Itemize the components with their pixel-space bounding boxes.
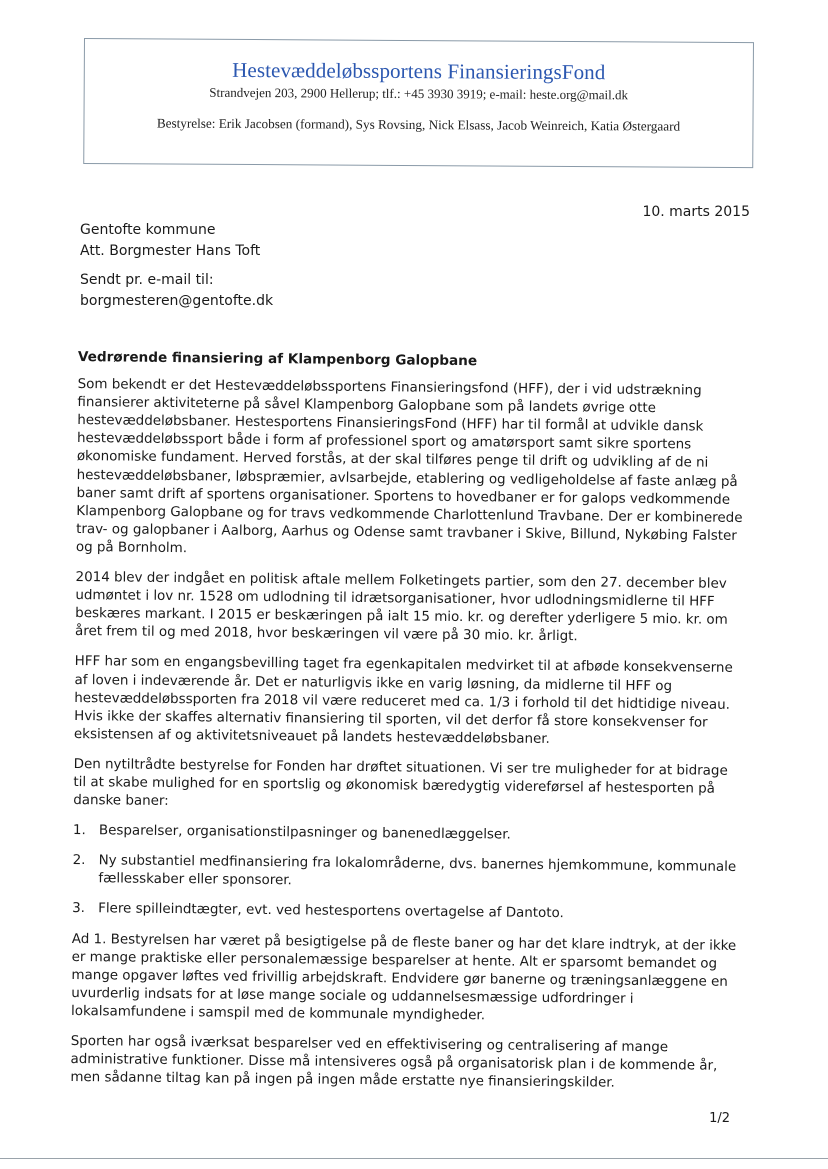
sent-email: borgmesteren@gentofte.dk <box>80 293 274 309</box>
body-paragraph: Ad 1. Bestyrelsen har været på besigtigelse på de fleste baner og har det klare indtryk, at der ikke er mange praktiske eller personalemæssige besparelser at hente. Alt er sparsomt bemandet og mange opgaver løftes ved frivillig arbejdskraft. Endvidere gør banerne og træningsanlæggene en uvurderlig indsats for at løse mange sociale og uddannelsesmæssige udfordringer i lokalsamfundene i samspil med de kommunale myndigheder. <box>70 931 737 1024</box>
sent-block <box>80 270 273 312</box>
option-item <box>73 822 743 847</box>
option-number: 2. <box>72 853 86 869</box>
letterhead-address: Strandvejen 203, 2900 Hellerup; tlf.: +45 3930 3919; e-mail: heste.org@mail.dk <box>209 84 629 103</box>
option-number: 1. <box>72 823 86 839</box>
body-paragraph: 2014 blev der indgået en politisk aftale mellem Folketingets partier, som den 27. december blev udmøntet i lov nr. 1528 om udlodning til idrætsorganisationer, hvor udlodningsmidlerne til HFF beskæres markant. I 2015 er beskæringen på ialt 15 mio. kr. og derefter yderligere 5 mio. kr. om året frem til og med 2018, hvor beskæringen vil være på 30 mio. kr. årligt. <box>74 570 728 645</box>
scan-edge-divider <box>0 1158 828 1159</box>
option-number: 3. <box>72 901 86 917</box>
letterhead-title: Hestevæddeløbssportens FinansieringsFond <box>232 57 606 85</box>
option-text: Flere spilleindtægter, evt. ved hestesportens overtagelse af Dantoto. <box>98 901 564 922</box>
letter-body <box>70 348 748 1106</box>
option-text: Besparelser, organisationstilpasninger og banenedlæggelser. <box>98 823 511 843</box>
letter-date: 10. marts 2015 <box>642 204 750 220</box>
recipient-line-2: Att. Borgmester Hans Toft <box>80 243 261 259</box>
option-text: Ny substantiel medfinansiering fra lokalområderne, dvs. banernes hjemkommune, kommunale fællesskaber eller sponsorer. <box>98 853 737 889</box>
recipient-block <box>80 220 260 262</box>
sent-label: Sendt pr. e-mail til: <box>80 272 214 288</box>
letterhead <box>83 38 754 168</box>
body-paragraph: Den nytiltrådte bestyrelse for Fonden har drøftet situationen. Vi ser tre muligheder for at bidrage til at skabe mulighed for en sportslig og økonomisk bæredygtig videreførsel af hestesporten på danske baner: <box>73 756 728 810</box>
body-paragraph: HFF har som en engangsbevilling taget fra egenkapitalen medvirket til at afbøde konsekvenserne af loven i indeværende år. Det er naturligvis ikke en varig løsning, da midlerne til HFF og hestevæddeløbssporten fra 2018 vil være reduceret med ca. 1/3 i forhold til det hidtidige niveau. Hvis ikke der skaffes alternativ finansiering til sporten, vil det derfor få store konsekvenser for eksistensen af og aktivitetsniveauet på landets hestevæddeløbsbaner. <box>73 654 733 747</box>
option-item <box>72 900 742 925</box>
body-paragraph: Som bekendt er det Hestevæddeløbssportens Finansieringsfond (HFF), der i vid udstrækning finansierer aktiviteterne på såvel Klampenborg Galopbane som på landets øvrige otte hestevæddeløbsbaner. Hestesportens FinansieringsFond (HFF) har til formål at udvikle dansk hestevæddeløbssport både i form af professionel sport og amatørsport samt sikre sportens økonomiske fundament. Herved forstås, at der skal tilføres penge til drift og udvikling af de ni hestevæddeløbsbaner, løbspræmier, avlsarbejde, etablering og vedligeholdelse af faste anlæg på baner samt drift af sportens organisationer. Sportens to hovedbaner er for galops vedkommende Klampenborg Galopbane og for travs vedkommende Charlottenlund Travbane. Der er kombinerede trav- og galopbaner i Aalborg, Aarhus og Odense samt travbaner i Skive, Billund, Nykøbing Falster og på Bornholm. <box>75 377 743 557</box>
letterhead-board: Bestyrelse: Erik Jacobsen (formand), Sys Rovsing, Nick Elsass, Jacob Weinreich, Katia Østergaard <box>156 115 681 134</box>
options-list <box>72 822 743 925</box>
recipient-line-1: Gentofte kommune <box>80 222 216 238</box>
body-paragraph: Sporten har også iværksat besparelser ved en effektivisering og centralisering af mange administrative funktioner. Disse må intensiveres også på organisatorisk plan i de kommende år, men sådanne tiltag kan på ingen på ingen måde erstatte nye finansieringskilder. <box>70 1033 718 1091</box>
option-item <box>72 852 742 895</box>
page-number: 1/2 <box>709 1111 730 1126</box>
letter-subject: Vedrørende finansiering af Klampenborg Galopbane <box>77 348 478 370</box>
